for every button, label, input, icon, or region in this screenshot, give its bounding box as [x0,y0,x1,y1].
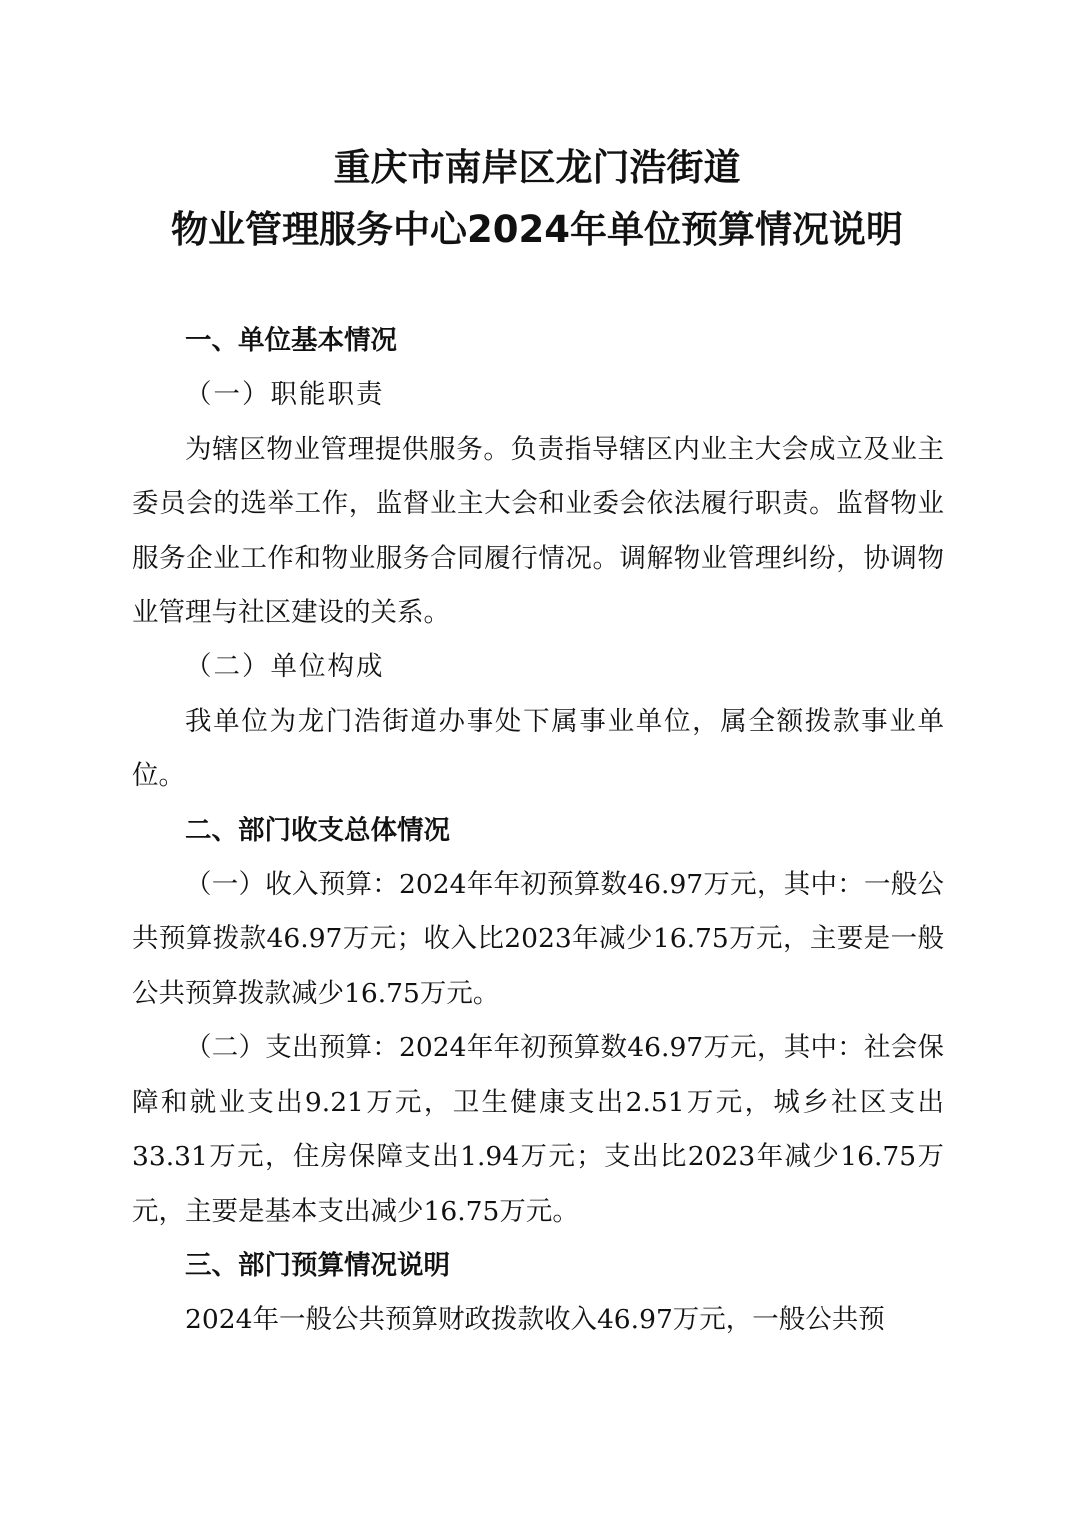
section-heading-revenue-expenditure: 二、部门收支总体情况 [185,814,450,846]
paragraph-expenditure-budget: （二）支出预算：2024年年初预算数46.97万元，其中：社会保障和就业支出9.21万元，卫生健康支出2.51万元，城乡社区支出33.31万元，住房保障支出1.94万元；支出比2023年减少16.75万元，主要是基本支出减少16.75万元。 [132,1032,944,1227]
document-title-line2: 物业管理服务中心2024年单位预算情况说明 [171,208,903,251]
section-heading-budget-explanation: 三、部门预算情况说明 [185,1249,450,1281]
section-heading-basic-info: 一、单位基本情况 [185,325,397,356]
paragraph-budget-explanation: 2024年一般公共预算财政拨款收入46.97万元，一般公共预 [185,1304,885,1336]
document-body [132,314,944,1348]
paragraph-composition: 我单位为龙门浩街道办事处下属事业单位，属全额拨款事业单位。 [132,705,944,792]
subheading-composition: （二）单位构成 [185,651,385,683]
paragraph-revenue-budget: （一）收入预算：2024年年初预算数46.97万元，其中：一般公共预算拨款46.97万元；收入比2023年减少16.75万元，主要是一般公共预算拨款减少16.75万元。 [132,869,944,1009]
subheading-functions: （一）职能职责 [185,379,385,411]
paragraph-functions: 为辖区物业管理提供服务。负责指导辖区内业主大会成立及业主委员会的选举工作，监督业主大会和业委会依法履行职责。监督物业服务企业工作和物业服务合同履行情况。调解物业管理纠纷，协调物业管理与社区建设的关系。 [132,433,944,629]
document-title-line1: 重庆市南岸区龙门浩街道 [333,146,741,189]
